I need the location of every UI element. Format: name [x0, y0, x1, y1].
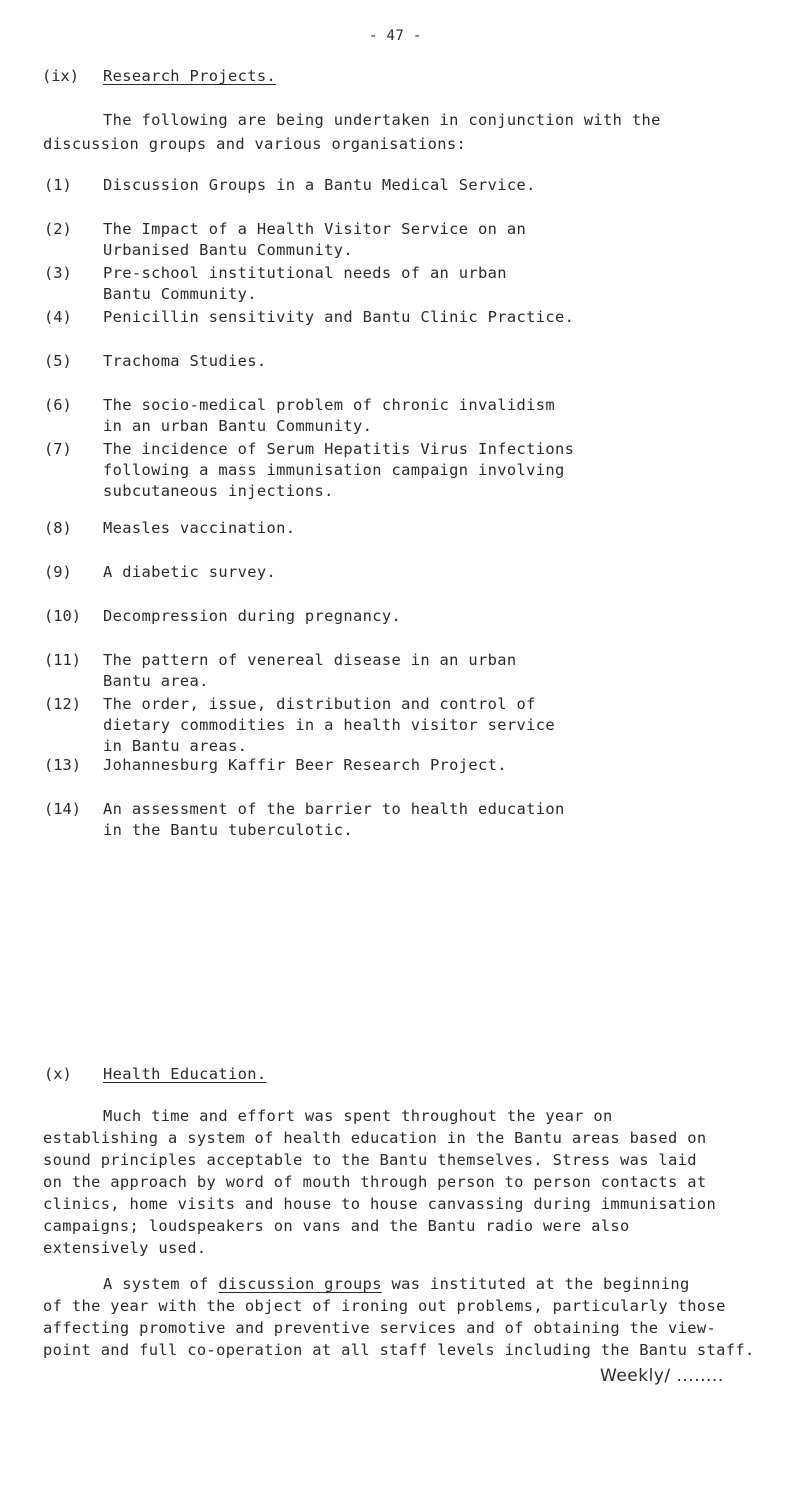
- paragraph-line: clinics, home visits and house to house canvassing during immunisation: [43, 1195, 717, 1213]
- project-title-line: Trachoma Studies.: [103, 352, 267, 370]
- intro-line-2: discussion groups and various organisations:: [43, 135, 467, 153]
- section-ix-heading: Research Projects.: [103, 67, 277, 85]
- project-title-line: The pattern of venereal disease in an urban: [103, 651, 517, 669]
- project-title-line: The socio-medical problem of chronic invalidism: [103, 396, 555, 414]
- project-number: (9): [44, 563, 72, 581]
- paragraph-line: Much time and effort was spent throughout the year on: [103, 1107, 613, 1125]
- project-title-line: Bantu area.: [103, 672, 209, 690]
- page-number: - 47 -: [369, 28, 422, 44]
- project-title-line: dietary commodities in a health visitor service: [103, 716, 555, 734]
- paragraph-line: extensively used.: [43, 1239, 207, 1257]
- project-title-line: Decompression during pregnancy.: [103, 607, 402, 625]
- project-title-line: subcutaneous injections.: [103, 482, 334, 500]
- project-title-line: Measles vaccination.: [103, 519, 296, 537]
- project-title-line: Penicillin sensitivity and Bantu Clinic Practice.: [103, 308, 575, 326]
- project-title-line: The incidence of Serum Hepatitis Virus Infections: [103, 440, 575, 458]
- project-number: (6): [44, 396, 72, 414]
- project-number: (4): [44, 308, 72, 326]
- para2-prefix: A system of: [103, 1275, 219, 1293]
- paragraph-line: of the year with the object of ironing out problems, particularly those: [43, 1297, 726, 1315]
- project-title-line: in an urban Bantu Community.: [103, 417, 373, 435]
- project-title-line: Pre-school institutional needs of an urban: [103, 264, 507, 282]
- project-number: (5): [44, 352, 72, 370]
- section-x-heading: Health Education.: [103, 1065, 267, 1083]
- project-number: (1): [44, 176, 72, 194]
- intro-line-1: The following are being undertaken in conjunction with the: [103, 111, 661, 129]
- project-title-line: The Impact of a Health Visitor Service on an: [103, 220, 527, 238]
- paragraph-line: affecting promotive and preventive services and of obtaining the view-: [43, 1319, 717, 1337]
- project-number: (3): [44, 264, 72, 282]
- project-number: (2): [44, 220, 72, 238]
- project-number: (13): [44, 756, 82, 774]
- project-title-line: An assessment of the barrier to health education: [103, 800, 565, 818]
- section-ix-numeral: (ix): [42, 67, 80, 85]
- project-title-line: Discussion Groups in a Bantu Medical Service.: [103, 176, 536, 194]
- project-title-line: The order, issue, distribution and control of: [103, 695, 536, 713]
- catchword: Weekly/ ........: [600, 1366, 724, 1386]
- project-number: (14): [44, 800, 82, 818]
- project-title-line: in Bantu areas.: [103, 737, 248, 755]
- project-title-line: Bantu Community.: [103, 285, 257, 303]
- paragraph-line: establishing a system of health education in the Bantu areas based on: [43, 1129, 707, 1147]
- project-number: (8): [44, 519, 72, 537]
- project-title-line: in the Bantu tuberculotic.: [103, 821, 354, 839]
- paragraph-line: point and full co-operation at all staff levels including the Bantu staff.: [43, 1341, 755, 1359]
- project-title-line: following a mass immunisation campaign involving: [103, 461, 565, 479]
- paragraph-line: campaigns; loudspeakers on vans and the Bantu radio were also: [43, 1217, 630, 1235]
- para2-line-1: [103, 1277, 690, 1292]
- project-number: (11): [44, 651, 82, 669]
- project-title-line: Urbanised Bantu Community.: [103, 241, 354, 259]
- project-title-line: Johannesburg Kaffir Beer Research Project.: [103, 756, 507, 774]
- project-number: (12): [44, 695, 82, 713]
- section-x-numeral: (x): [44, 1065, 72, 1083]
- paragraph-line: on the approach by word of mouth through person to person contacts at: [43, 1173, 707, 1191]
- project-number: (10): [44, 607, 82, 625]
- discussion-groups-term: discussion groups: [218, 1275, 382, 1293]
- para2-suffix: was instituted at the beginning: [381, 1275, 690, 1293]
- project-title-line: A diabetic survey.: [103, 563, 277, 581]
- paragraph-line: sound principles acceptable to the Bantu themselves. Stress was laid: [43, 1151, 697, 1169]
- project-number: (7): [44, 440, 72, 458]
